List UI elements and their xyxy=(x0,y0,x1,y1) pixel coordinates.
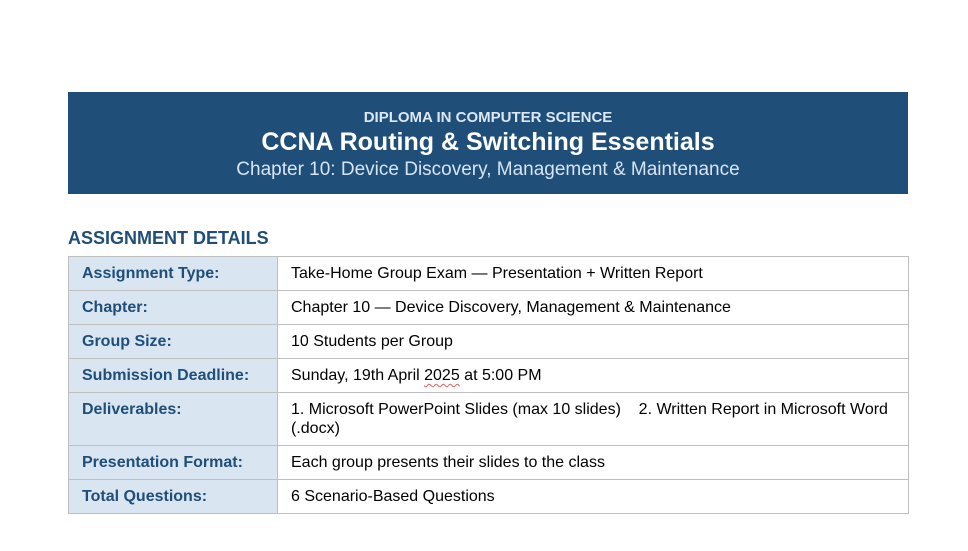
course-title: CCNA Routing & Switching Essentials xyxy=(261,128,715,156)
row-value-presentation-format: Each group presents their slides to the class xyxy=(278,446,909,480)
table-row xyxy=(69,291,909,325)
table-row xyxy=(69,446,909,480)
table-row xyxy=(69,480,909,514)
assignment-details-table xyxy=(68,256,909,514)
row-label-chapter: Chapter: xyxy=(69,291,278,325)
deadline-date-text: Sunday, 19th April xyxy=(291,367,425,384)
course-header-banner xyxy=(68,92,908,194)
section-heading: ASSIGNMENT DETAILS xyxy=(68,228,269,248)
row-value-total-questions: 6 Scenario-Based Questions xyxy=(278,480,909,514)
table-row xyxy=(69,257,909,291)
row-label-group-size: Group Size: xyxy=(69,325,278,359)
row-value-chapter: Chapter 10 — Device Discovery, Management & Maintenance xyxy=(278,291,909,325)
row-value-group-size: 10 Students per Group xyxy=(278,325,909,359)
row-label-total-questions: Total Questions: xyxy=(69,480,278,514)
row-value-deliverables: 1. Microsoft PowerPoint Slides (max 10 slides) 2. Written Report in Microsoft Word (.docx) xyxy=(278,393,909,446)
row-label-presentation-format: Presentation Format: xyxy=(69,446,278,480)
row-label-assignment-type: Assignment Type: xyxy=(69,257,278,291)
program-title: DIPLOMA IN COMPUTER SCIENCE xyxy=(363,109,613,126)
row-value-submission-deadline xyxy=(278,359,909,393)
table-row xyxy=(69,393,909,446)
row-value-assignment-type: Take-Home Group Exam — Presentation + Written Report xyxy=(278,257,909,291)
table-row xyxy=(69,359,909,393)
chapter-subtitle: Chapter 10: Device Discovery, Management & Maintenance xyxy=(236,159,740,180)
row-label-submission-deadline: Submission Deadline: xyxy=(69,359,278,393)
spellcheck-flagged-year[interactable]: 2025 xyxy=(424,367,460,384)
deadline-time-text: at 5:00 PM xyxy=(459,367,542,384)
row-label-deliverables: Deliverables: xyxy=(69,393,278,446)
table-row xyxy=(69,325,909,359)
